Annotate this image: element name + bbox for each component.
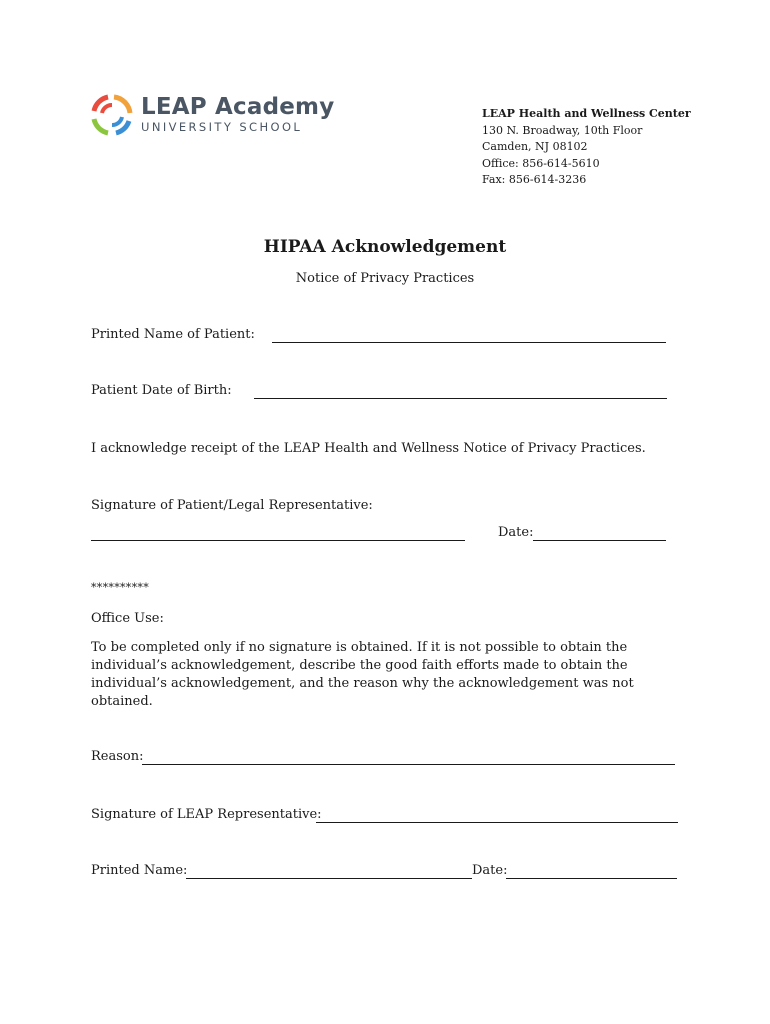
- dob-field[interactable]: [254, 398, 667, 399]
- address-block: [482, 106, 691, 189]
- date-field[interactable]: [533, 540, 666, 541]
- dob-label: Patient Date of Birth:: [91, 383, 232, 398]
- signature-label: Signature of Patient/Legal Representative:: [91, 498, 373, 513]
- office-phone: Office: 856-614-5610: [482, 156, 600, 170]
- signature-field[interactable]: [91, 540, 465, 541]
- patient-name-label: Printed Name of Patient:: [91, 327, 255, 342]
- office-use-heading: Office Use:: [91, 611, 164, 626]
- center-name: LEAP Health and Wellness Center: [482, 107, 691, 120]
- leap-signature-field[interactable]: [316, 822, 678, 823]
- logo-circle-icon: [94, 97, 130, 133]
- address-line-2: Camden, NJ 08102: [482, 140, 588, 153]
- reason-label: Reason:: [91, 749, 144, 764]
- logo-title: LEAP Academy: [141, 94, 335, 120]
- logo-subtitle: UNIVERSITY SCHOOL: [141, 120, 303, 134]
- fax-number: Fax: 856-614-3236: [482, 173, 587, 186]
- date-field-2[interactable]: [506, 878, 677, 879]
- date-label-2: Date:: [472, 863, 508, 878]
- logo-wordmark: [141, 94, 334, 134]
- page-subtitle: Notice of Privacy Practices: [295, 271, 475, 286]
- patient-name-field[interactable]: [272, 342, 666, 343]
- address-line-1: 130 N. Broadway, 10th Floor: [482, 123, 643, 137]
- printed-name-field[interactable]: [186, 878, 472, 879]
- date-label: Date:: [498, 525, 534, 540]
- office-use-instructions: To be completed only if no signature is obtained. If it is not possible to obtain the individual’s acknowledgement, describe the good faith efforts made to obtain the individual’s acknowledgement, and the reason why the acknowledgement was not obtained.: [91, 640, 634, 709]
- page-title: HIPAA Acknowledgement: [263, 237, 507, 257]
- reason-field[interactable]: [142, 764, 675, 765]
- printed-name-label: Printed Name:: [91, 863, 188, 878]
- leap-signature-label: Signature of LEAP Representative:: [91, 807, 322, 822]
- section-separator: **********: [91, 581, 149, 594]
- acknowledgement-text: I acknowledge receipt of the LEAP Health and Wellness Notice of Privacy Practices.: [91, 441, 646, 456]
